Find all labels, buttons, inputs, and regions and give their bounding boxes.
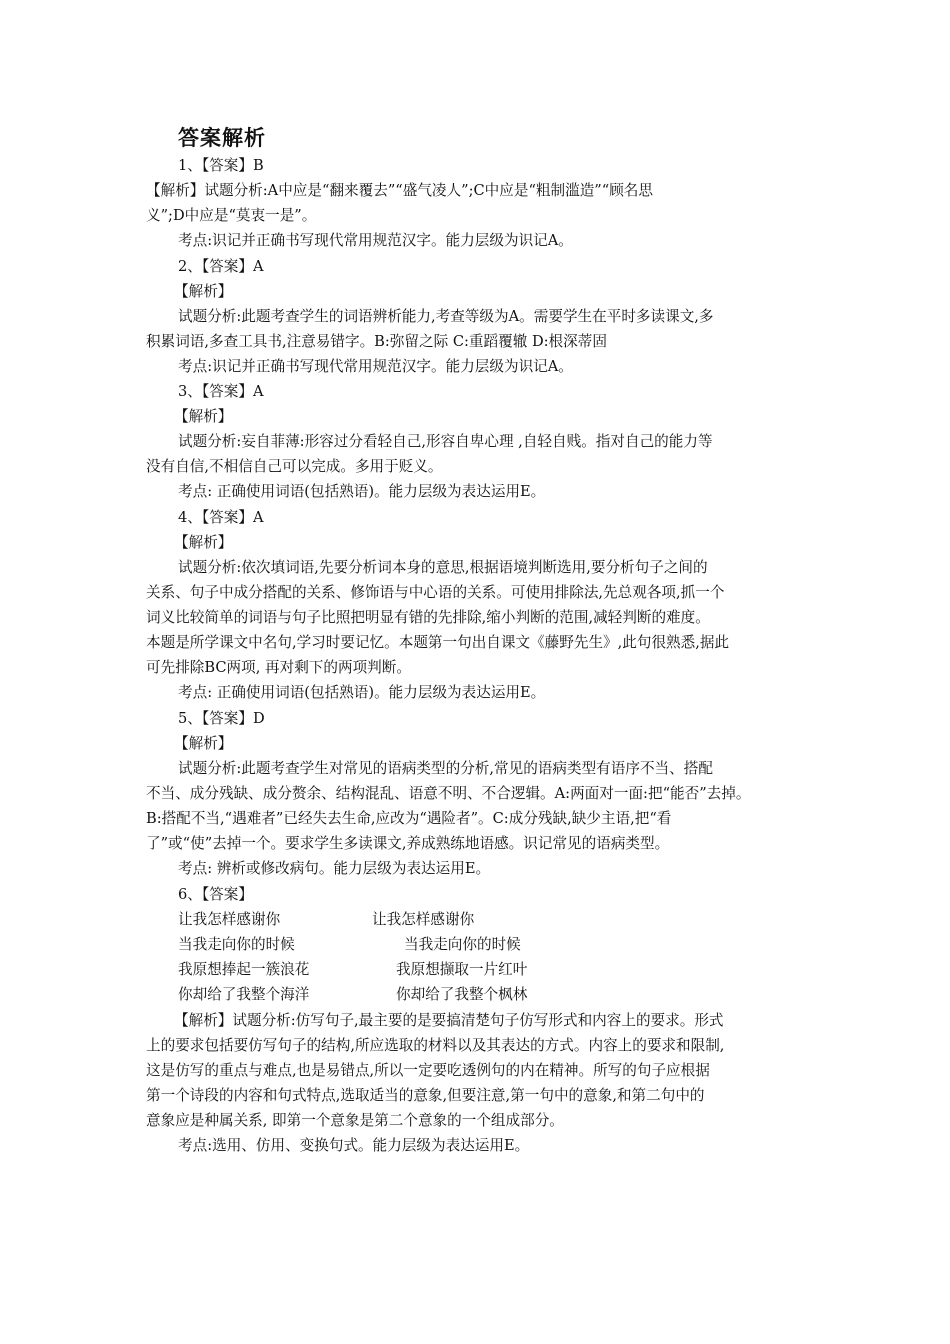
- q4-analysis-tag: 【解析】: [174, 534, 233, 551]
- q5-answer: 5、【答案】D: [178, 710, 265, 727]
- q6-poem-right-line-2: 当我走向你的时候: [404, 936, 521, 953]
- q4-point: 考点: 正确使用词语(包括熟语)。能力层级为表达运用E。: [178, 684, 546, 701]
- q2-analysis-line-2: 积累词语,多查工具书,注意易错字。B:弥留之际 C:重蹈覆辙 D:根深蒂固: [146, 333, 607, 350]
- q3-analysis-line-1: 试题分析:妄自菲薄:形容过分看轻自己,形容自卑心理 ,自轻自贱。指对自己的能力等: [178, 433, 713, 450]
- q5-point: 考点: 辨析或修改病句。能力层级为表达运用E。: [178, 860, 491, 877]
- q6-analysis-line-4: 第一个诗段的内容和句式特点,选取适当的意象,但要注意,第一句中的意象,和第二句中的: [146, 1087, 705, 1104]
- q3-answer: 3、【答案】A: [178, 383, 264, 400]
- q4-analysis-line-5: 可先排除BC两项, 再对剩下的两项判断。: [146, 659, 411, 676]
- q5-analysis-line-4: 了”或“使”去掉一个。要求学生多读课文,养成熟练地语感。识记常见的语病类型。: [146, 835, 670, 852]
- q4-analysis-line-4: 本题是所学课文中名句,学习时要记忆。本题第一句出自课文《藤野先生》,此句很熟悉,据此: [146, 634, 730, 651]
- q2-point: 考点:识记并正确书写现代常用规范汉字。能力层级为识记A。: [178, 358, 573, 375]
- q1-point: 考点:识记并正确书写现代常用规范汉字。能力层级为识记A。: [178, 232, 573, 249]
- page-title: 答案解析: [178, 126, 266, 150]
- q3-point: 考点: 正确使用词语(包括熟语)。能力层级为表达运用E。: [178, 483, 546, 500]
- q6-poem-left-line-1: 让我怎样感谢你: [178, 911, 281, 928]
- q6-analysis-line-1: 【解析】试题分析:仿写句子,最主要的是要搞清楚句子仿写形式和内容上的要求。形式: [174, 1012, 724, 1029]
- q2-analysis-line-1: 试题分析:此题考查学生的词语辨析能力,考查等级为A。需要学生在平时多读课文,多: [178, 308, 714, 325]
- q6-poem-right-line-1: 让我怎样感谢你: [372, 911, 475, 928]
- q6-poem-left-line-4: 你却给了我整个海洋: [178, 986, 310, 1003]
- q6-poem-left-line-3: 我原想捧起一簇浪花: [178, 961, 310, 978]
- q6-answer: 6、【答案】: [178, 886, 253, 903]
- q1-analysis-line-2: 义”;D中应是“莫衷一是”。: [146, 207, 317, 224]
- q6-analysis-line-5: 意象应是种属关系, 即第一个意象是第二个意象的一个组成部分。: [146, 1112, 564, 1129]
- q6-poem-right-line-3: 我原想撷取一片红叶: [396, 961, 528, 978]
- q6-poem-right-line-4: 你却给了我整个枫林: [396, 986, 528, 1003]
- q4-analysis-line-3: 词义比较简单的词语与句子比照把明显有错的先排除,缩小判断的范围,减轻判断的难度。: [146, 609, 710, 626]
- q1-analysis-line-1: 【解析】试题分析:A中应是“翻来覆去”“盛气凌人”;C中应是“粗制滥造”“顾名思: [146, 182, 653, 199]
- q4-answer: 4、【答案】A: [178, 509, 264, 526]
- q5-analysis-line-1: 试题分析:此题考查学生对常见的语病类型的分析,常见的语病类型有语序不当、搭配: [178, 760, 713, 777]
- q6-analysis-line-2: 上的要求包括要仿写句子的结构,所应选取的材料以及其表达的方式。内容上的要求和限制,: [146, 1037, 725, 1054]
- q4-analysis-line-2: 关系、句子中成分搭配的关系、修饰语与中心语的关系。可使用排除法,先总观各项,抓一个: [146, 584, 725, 601]
- q6-analysis-line-3: 这是仿写的重点与难点,也是易错点,所以一定要吃透例句的内在精神。所写的句子应根据: [146, 1062, 710, 1079]
- q5-analysis-tag: 【解析】: [174, 735, 233, 752]
- q6-point: 考点:选用、仿用、变换句式。能力层级为表达运用E。: [178, 1137, 530, 1154]
- q2-answer: 2、【答案】A: [178, 258, 264, 275]
- q4-analysis-line-1: 试题分析:依次填词语,先要分析词本身的意思,根据语境判断选用,要分析句子之间的: [178, 559, 708, 576]
- q5-analysis-line-3: B:搭配不当,“遇难者”已经失去生命,应改为“遇险者”。C:成分残缺,缺少主语,把“看: [146, 810, 672, 827]
- q1-answer: 1、【答案】B: [178, 157, 264, 174]
- q5-analysis-line-2: 不当、成分残缺、成分赘余、结构混乱、语意不明、不合逻辑。A:两面对一面:把“能否”去掉。: [146, 785, 751, 802]
- q3-analysis-line-2: 没有自信,不相信自己可以完成。多用于贬义。: [146, 458, 443, 475]
- q6-poem-left-line-2: 当我走向你的时候: [178, 936, 295, 953]
- q3-analysis-tag: 【解析】: [174, 408, 233, 425]
- q2-analysis-tag: 【解析】: [174, 283, 233, 300]
